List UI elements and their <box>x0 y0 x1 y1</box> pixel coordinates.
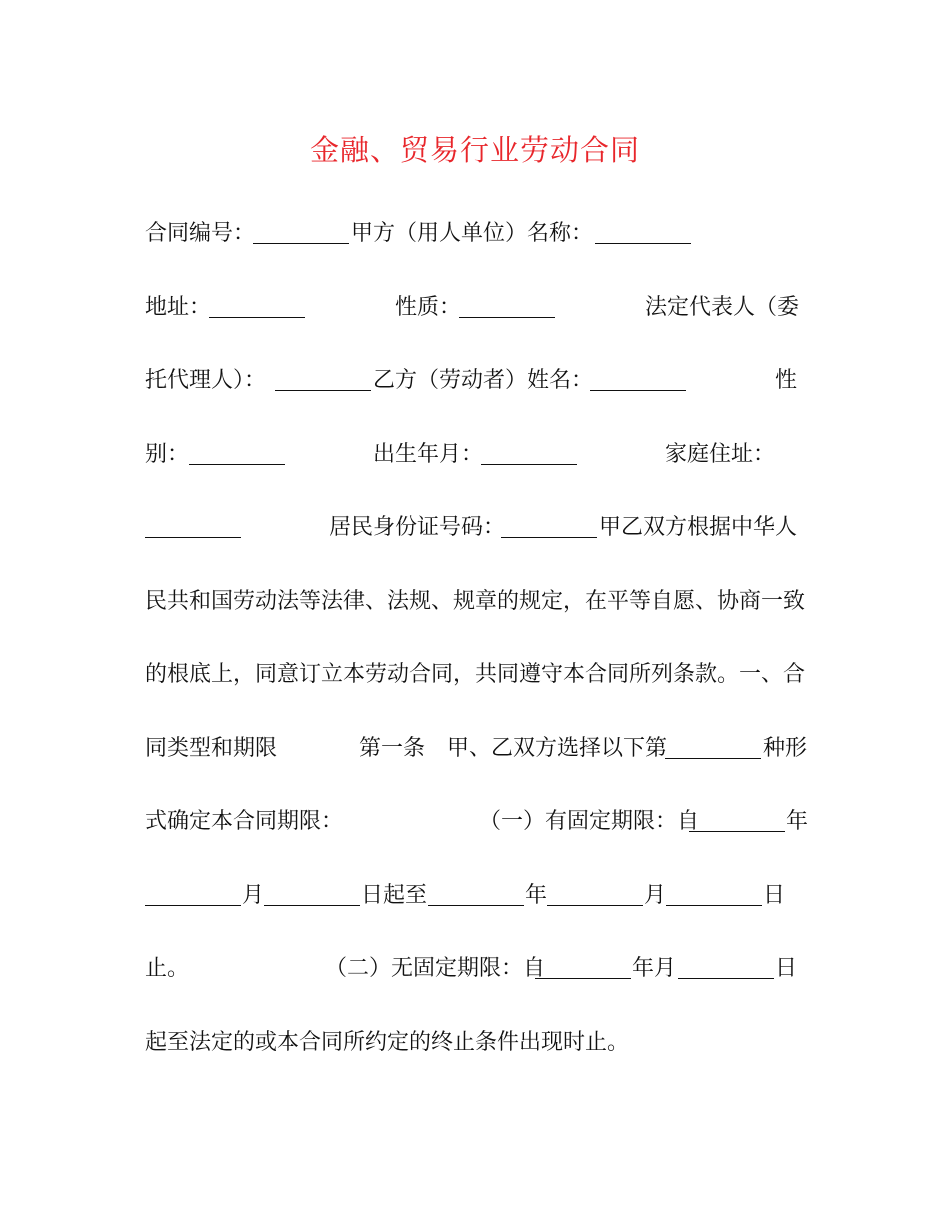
employee-name-blank <box>590 352 686 414</box>
fixed-start-year-label: 年 <box>786 809 809 834</box>
contract-line-9 <box>145 793 809 867</box>
open-start-year-blank <box>535 940 631 1002</box>
contract-line-8 <box>145 720 808 794</box>
section-heading-type-term: 同类型和期限 <box>145 735 278 761</box>
contract-line-2 <box>145 279 805 353</box>
employer-name-blank <box>595 205 691 267</box>
article-1-text: 第一条 甲、乙双方选择以下第 <box>359 735 668 761</box>
fixed-end-year-label: 年 <box>525 882 548 908</box>
fixed-start-day-blank <box>264 867 360 929</box>
open-start-day-label: 日 <box>775 956 798 981</box>
contract-line-1 <box>145 205 805 279</box>
intro-text-start: 甲乙双方根据中华人 <box>599 515 798 540</box>
legal-rep-label-cont: 托代理人）： <box>145 368 267 393</box>
employee-name-label: 乙方（劳动者）姓名： <box>373 368 594 393</box>
gender-label-cont: 别： <box>145 441 190 467</box>
fixed-end-year-blank <box>428 867 524 929</box>
id-number-blank <box>501 499 597 561</box>
fixed-term-label: （一）有固定期限：自 <box>479 809 700 834</box>
term-intro-text: 式确定本合同期限： <box>145 809 344 834</box>
fixed-end-month-blank <box>547 867 643 929</box>
home-address-blank <box>145 499 241 561</box>
fixed-end-day-blank <box>666 867 762 929</box>
contract-line-11 <box>145 940 805 1014</box>
intro-text-line-2: 民共和国劳动法等法律、法规、规章的规定，在平等自愿、协商一致 <box>145 588 806 614</box>
open-start-day-blank <box>678 940 774 1002</box>
contract-line-5 <box>145 499 805 573</box>
contract-line-4 <box>145 426 805 500</box>
contract-line-12 <box>145 1014 805 1088</box>
term-option-blank <box>665 720 761 782</box>
contract-number-label: 合同编号： <box>145 221 256 246</box>
legal-rep-blank <box>275 352 371 414</box>
fixed-start-day-label: 日起至 <box>361 882 428 908</box>
fixed-start-month-label: 月 <box>242 882 265 908</box>
gender-label: 性 <box>775 368 798 393</box>
fixed-term-end-text: 止。 <box>145 956 190 981</box>
address-blank <box>209 279 305 341</box>
address-label: 地址： <box>145 294 212 320</box>
document-title: 金融、贸易行业劳动合同 <box>309 133 640 167</box>
gender-blank <box>189 426 285 488</box>
nature-label: 性质： <box>395 294 462 320</box>
contract-line-3 <box>145 352 805 426</box>
contract-line-6 <box>145 573 805 647</box>
contract-number-blank <box>253 205 349 267</box>
home-address-label: 家庭住址： <box>665 441 776 467</box>
fixed-end-day-label: 日 <box>763 882 786 908</box>
open-term-label: （二）无固定期限：自 <box>325 956 546 981</box>
intro-text-line-3: 的根底上，同意订立本劳动合同，共同遵守本合同所列条款。一、合 <box>145 662 806 687</box>
legal-rep-label: 法定代表人（委 <box>645 294 800 320</box>
id-number-label: 居民身份证号码： <box>329 515 506 540</box>
contract-body <box>145 205 809 1087</box>
employer-name-label: 甲方（用人单位）名称： <box>351 221 594 246</box>
birth-date-label: 出生年月： <box>373 441 484 467</box>
open-start-month-label: 年月 <box>632 956 677 981</box>
contract-line-7 <box>145 646 805 720</box>
contract-line-10 <box>145 867 805 941</box>
fixed-start-month-blank <box>145 867 241 929</box>
open-term-end-text: 起至法定的或本合同所约定的终止条件出现时止。 <box>145 1029 630 1055</box>
birth-date-blank <box>481 426 577 488</box>
nature-blank <box>459 279 555 341</box>
article-1-text-cont: 种形 <box>763 735 808 761</box>
fixed-end-month-label: 月 <box>644 882 667 908</box>
fixed-start-year-blank <box>689 793 785 855</box>
